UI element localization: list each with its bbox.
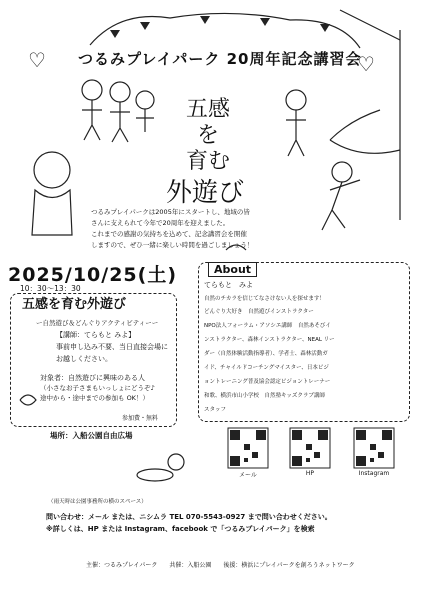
registration-note-2: お越しください。 [56, 355, 112, 363]
qr-label-instagram: Instagram [358, 470, 390, 477]
event-title: 五感を育む外遊び [22, 297, 127, 312]
about-line: 自然のチカラを信じてなさけない人を探せます！ [204, 296, 325, 302]
lecturer-name: てらもと みよ [204, 281, 253, 289]
about-line: スタッフ [204, 407, 227, 413]
qr-code-instagram[interactable] [354, 428, 394, 468]
qr-label-hp: HP [305, 470, 315, 477]
event-lecturer: 【講師：てらもと みよ】 [56, 331, 136, 339]
contact-info: 問い合わせ：メール または、ニシムラ TEL 070-5543-0927 まで問い合わせください。 [46, 513, 332, 521]
about-line: どんぐり大好き 自然遊びインストラクター [204, 309, 314, 315]
about-line: イド、チャイルドコーチングマイスター、日本ビジ [204, 365, 329, 371]
qr-code-hp[interactable] [290, 428, 330, 468]
child-body [286, 110, 306, 156]
pond [137, 469, 173, 481]
intro-paragraph [91, 207, 301, 251]
about-line: ョントレーニング普及協会認定ビジョントレーナー [204, 379, 331, 385]
participation-fee: 参加費・無料 [122, 415, 159, 422]
hero-text-line-3: 育む [185, 149, 230, 174]
child-body [322, 180, 360, 230]
intro-line: しますので、ぜひ一緒に楽しい時間を過ごしましょう！ [91, 241, 254, 249]
child-head [286, 90, 306, 110]
frog [168, 454, 184, 470]
event-time: 10：30〜13：30 [20, 284, 81, 293]
hero-text-line-1: 五感 [185, 97, 230, 122]
hero-text-line-2: を [196, 123, 219, 148]
rain-venue-note: （雨天時は公園事務所の横のスペース） [48, 499, 147, 505]
about-line: ダー（自然体験活動指導者）、学者士、森林活動ガ [204, 351, 328, 357]
child-body [136, 109, 154, 132]
target-note-1: （小さなお子さまもいっしょにどうぞ♪ [40, 384, 155, 392]
target-audience: 対象者：自然遊びに興味のある人 [40, 374, 145, 382]
organizers-footer: 主催：つるみプレイパーク 共催：入船公園 後援：横浜にプレイパークを創ろうネットワーク [86, 562, 355, 569]
intro-line: さんに支えられて今年で20周年を迎えました。 [91, 219, 230, 227]
child-head [136, 91, 154, 109]
qr-label-mail: メール [239, 472, 257, 479]
about-line: ンストラクター、森林インストラクター、NEAL リー [204, 337, 335, 343]
heart-badge-right: ♡ [357, 52, 375, 76]
child-head [110, 82, 130, 102]
child-body [110, 102, 130, 142]
event-venue: 場所：入船公園自由広場 [50, 431, 133, 440]
flyer-title: つるみプレイパーク 20周年記念講習会 [78, 50, 362, 68]
intro-line: つるみプレイパークは2005年にスタートし、地域の皆 [91, 208, 250, 216]
boy-head [34, 152, 70, 188]
about-line: NPO法人フォーラム・アソシエ講師 自然あそびイ [204, 323, 331, 329]
about-title: About [208, 262, 257, 277]
event-date: 2025/10/25(土) [8, 264, 178, 286]
target-note-2: 途中から・途中までの参加も OK！） [40, 394, 149, 402]
intro-line: これまでの感謝の気持ちを込めて、記念講習会を開催 [91, 230, 247, 238]
about-line: 和歌、横浜市山小学校 自然塾キッズクラブ講師 [204, 393, 331, 399]
heart-badge-left: ♡ [28, 48, 46, 72]
qr-code-mail[interactable] [228, 428, 268, 468]
boy-body [32, 190, 72, 235]
details-info: ※詳しくは、HP または Instagram、facebook で「つるみプレイパーク」を検索 [46, 525, 315, 533]
child-body [82, 100, 102, 140]
child-head [82, 80, 102, 100]
hero-text-line-4: 外遊び [165, 178, 244, 208]
child-head [332, 162, 352, 182]
event-subtitle: ー自然遊び＆どんぐりアクティビティーー [36, 319, 159, 327]
garland-line [90, 13, 360, 48]
registration-note-1: 事前申し込み不要、当日直接会場に [56, 343, 168, 351]
